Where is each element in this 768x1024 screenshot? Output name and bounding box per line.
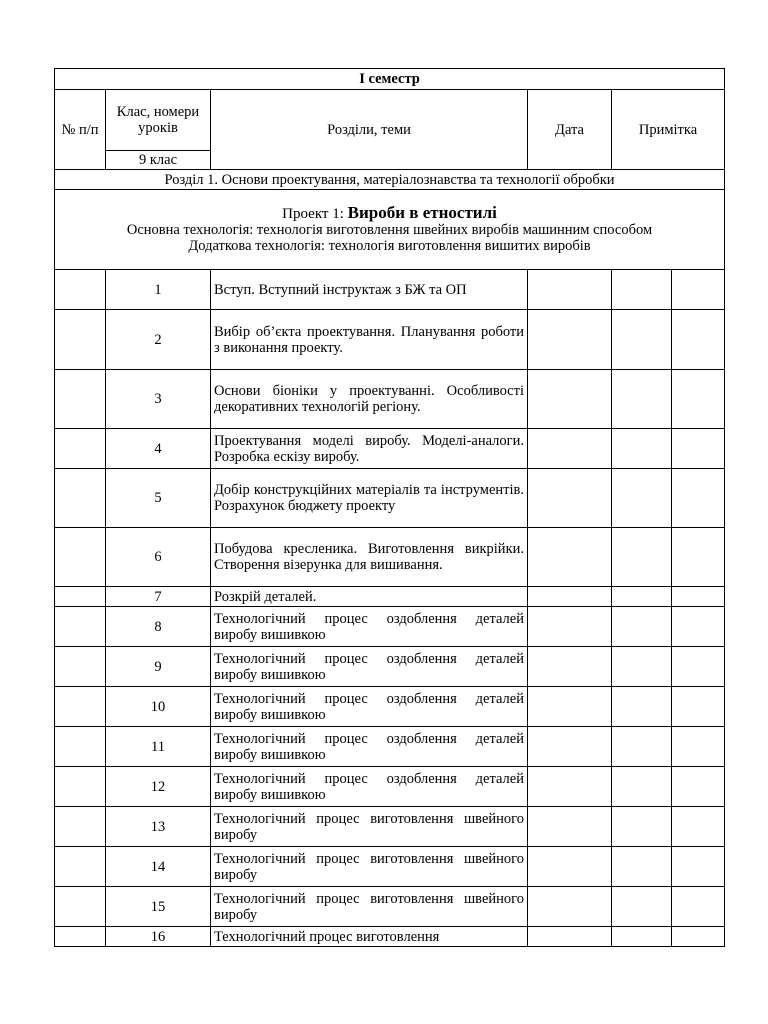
lesson-number-cell	[55, 528, 106, 587]
semester-title: І семестр	[55, 69, 725, 90]
lesson-topic: Технологічний процес оздоблення деталей виробу вишивкою	[211, 767, 528, 807]
lesson-topic: Побудова кресленика. Виготовлення викрійки. Створення візерунка для вишивання.	[211, 528, 528, 587]
lesson-number-cell	[55, 429, 106, 469]
lesson-note-cell	[612, 370, 672, 429]
lesson-number-cell	[55, 887, 106, 927]
lesson-extra-cell	[672, 847, 725, 887]
lesson-note-cell	[612, 469, 672, 528]
project-prefix: Проект 1:	[282, 206, 348, 222]
lesson-row	[55, 370, 725, 429]
project-extra-technology: Додаткова технологія: технологія виготовлення вишитих виробів	[188, 238, 591, 254]
project-main-technology: Основна технологія: технологія виготовлення швейних виробів машинним способом	[126, 222, 653, 238]
lesson-row	[55, 767, 725, 807]
lesson-plan-table	[54, 68, 725, 947]
lesson-date-cell	[528, 647, 612, 687]
lesson-index: 6	[106, 528, 211, 587]
lesson-index: 3	[106, 370, 211, 429]
lesson-extra-cell	[672, 607, 725, 647]
lesson-note-cell	[612, 429, 672, 469]
lesson-extra-cell	[672, 310, 725, 370]
lesson-row	[55, 310, 725, 370]
lesson-extra-cell	[672, 587, 725, 607]
lesson-date-cell	[528, 807, 612, 847]
lesson-note-cell	[612, 270, 672, 310]
lesson-extra-cell	[672, 370, 725, 429]
lesson-row	[55, 927, 725, 947]
lesson-index: 7	[106, 587, 211, 607]
lesson-row	[55, 647, 725, 687]
lesson-topic: Проектування моделі виробу. Моделі-аналоги. Розробка ескізу виробу.	[211, 429, 528, 469]
lesson-row	[55, 847, 725, 887]
lesson-index: 4	[106, 429, 211, 469]
lesson-extra-cell	[672, 927, 725, 947]
lesson-topic: Вибір об’єкта проектування. Планування роботи з виконання проекту.	[211, 310, 528, 370]
lesson-row	[55, 270, 725, 310]
lesson-number-cell	[55, 370, 106, 429]
lesson-note-cell	[612, 647, 672, 687]
header-class-name: 9 клас	[106, 151, 211, 170]
lesson-date-cell	[528, 887, 612, 927]
lesson-extra-cell	[672, 469, 725, 528]
section-title: Розділ 1. Основи проектування, матеріалознавства та технології обробки	[55, 170, 725, 190]
lesson-row	[55, 469, 725, 528]
lesson-note-cell	[612, 927, 672, 947]
lesson-extra-cell	[672, 270, 725, 310]
lesson-note-cell	[612, 807, 672, 847]
lesson-date-cell	[528, 528, 612, 587]
lesson-index: 2	[106, 310, 211, 370]
lesson-extra-cell	[672, 528, 725, 587]
lesson-extra-cell	[672, 767, 725, 807]
lesson-row	[55, 887, 725, 927]
lesson-number-cell	[55, 807, 106, 847]
lesson-row	[55, 727, 725, 767]
header-number: № п/п	[55, 90, 106, 170]
lesson-number-cell	[55, 927, 106, 947]
lesson-index: 9	[106, 647, 211, 687]
lesson-date-cell	[528, 310, 612, 370]
lesson-topic: Технологічний процес виготовлення швейного виробу	[211, 807, 528, 847]
lesson-topic: Технологічний процес оздоблення деталей виробу вишивкою	[211, 727, 528, 767]
lesson-date-cell	[528, 429, 612, 469]
lesson-row	[55, 429, 725, 469]
lesson-topic: Розкрій деталей.	[211, 587, 528, 607]
header-date: Дата	[528, 90, 612, 170]
lesson-date-cell	[528, 587, 612, 607]
lesson-row	[55, 687, 725, 727]
lesson-topic: Технологічний процес оздоблення деталей виробу вишивкою	[211, 647, 528, 687]
lesson-index: 5	[106, 469, 211, 528]
lesson-note-cell	[612, 847, 672, 887]
section-row	[55, 170, 725, 190]
lesson-number-cell	[55, 270, 106, 310]
lesson-topic: Технологічний процес виготовлення	[211, 927, 528, 947]
lesson-note-cell	[612, 887, 672, 927]
project-row	[55, 190, 725, 270]
lesson-extra-cell	[672, 727, 725, 767]
lesson-row	[55, 607, 725, 647]
lesson-row	[55, 528, 725, 587]
lesson-topic: Технологічний процес виготовлення швейного виробу	[211, 887, 528, 927]
lesson-row	[55, 587, 725, 607]
lesson-note-cell	[612, 528, 672, 587]
project-heading	[58, 205, 721, 222]
project-block	[55, 190, 725, 270]
header-class-lessons: Клас, номери уроків	[106, 90, 211, 151]
lesson-note-cell	[612, 727, 672, 767]
header-row	[55, 90, 725, 151]
lesson-number-cell	[55, 847, 106, 887]
lesson-number-cell	[55, 647, 106, 687]
lesson-index: 13	[106, 807, 211, 847]
lesson-extra-cell	[672, 429, 725, 469]
lesson-topic: Технологічний процес оздоблення деталей виробу вишивкою	[211, 607, 528, 647]
lesson-index: 12	[106, 767, 211, 807]
lesson-index: 11	[106, 727, 211, 767]
lesson-index: 8	[106, 607, 211, 647]
lesson-index: 15	[106, 887, 211, 927]
lesson-extra-cell	[672, 687, 725, 727]
lesson-date-cell	[528, 727, 612, 767]
lesson-index: 10	[106, 687, 211, 727]
lesson-note-cell	[612, 607, 672, 647]
lesson-extra-cell	[672, 647, 725, 687]
lesson-date-cell	[528, 847, 612, 887]
lesson-extra-cell	[672, 887, 725, 927]
lesson-index: 1	[106, 270, 211, 310]
lesson-topic: Технологічний процес виготовлення швейного виробу	[211, 847, 528, 887]
lesson-number-cell	[55, 587, 106, 607]
lesson-note-cell	[612, 687, 672, 727]
lesson-date-cell	[528, 767, 612, 807]
lesson-date-cell	[528, 270, 612, 310]
lesson-index: 16	[106, 927, 211, 947]
lesson-extra-cell	[672, 807, 725, 847]
semester-row	[55, 69, 725, 90]
lesson-row	[55, 807, 725, 847]
lesson-date-cell	[528, 687, 612, 727]
lesson-number-cell	[55, 310, 106, 370]
lesson-index: 14	[106, 847, 211, 887]
lesson-date-cell	[528, 607, 612, 647]
lesson-number-cell	[55, 727, 106, 767]
lesson-number-cell	[55, 767, 106, 807]
lesson-topic: Основи біоніки у проектуванні. Особливості декоративних технологій регіону.	[211, 370, 528, 429]
lesson-topic: Вступ. Вступний інструктаж з БЖ та ОП	[211, 270, 528, 310]
lesson-number-cell	[55, 607, 106, 647]
lesson-note-cell	[612, 767, 672, 807]
lesson-topic: Добір конструкційних матеріалів та інструментів. Розрахунок бюджету проекту	[211, 469, 528, 528]
lesson-topic: Технологічний процес оздоблення деталей виробу вишивкою	[211, 687, 528, 727]
header-note: Примітка	[612, 90, 725, 170]
header-topics: Розділи, теми	[211, 90, 528, 170]
lesson-date-cell	[528, 927, 612, 947]
lesson-date-cell	[528, 469, 612, 528]
lesson-number-cell	[55, 687, 106, 727]
lesson-note-cell	[612, 310, 672, 370]
project-title: Вироби в етностилі	[347, 203, 497, 222]
lesson-note-cell	[612, 587, 672, 607]
lesson-number-cell	[55, 469, 106, 528]
lesson-date-cell	[528, 370, 612, 429]
